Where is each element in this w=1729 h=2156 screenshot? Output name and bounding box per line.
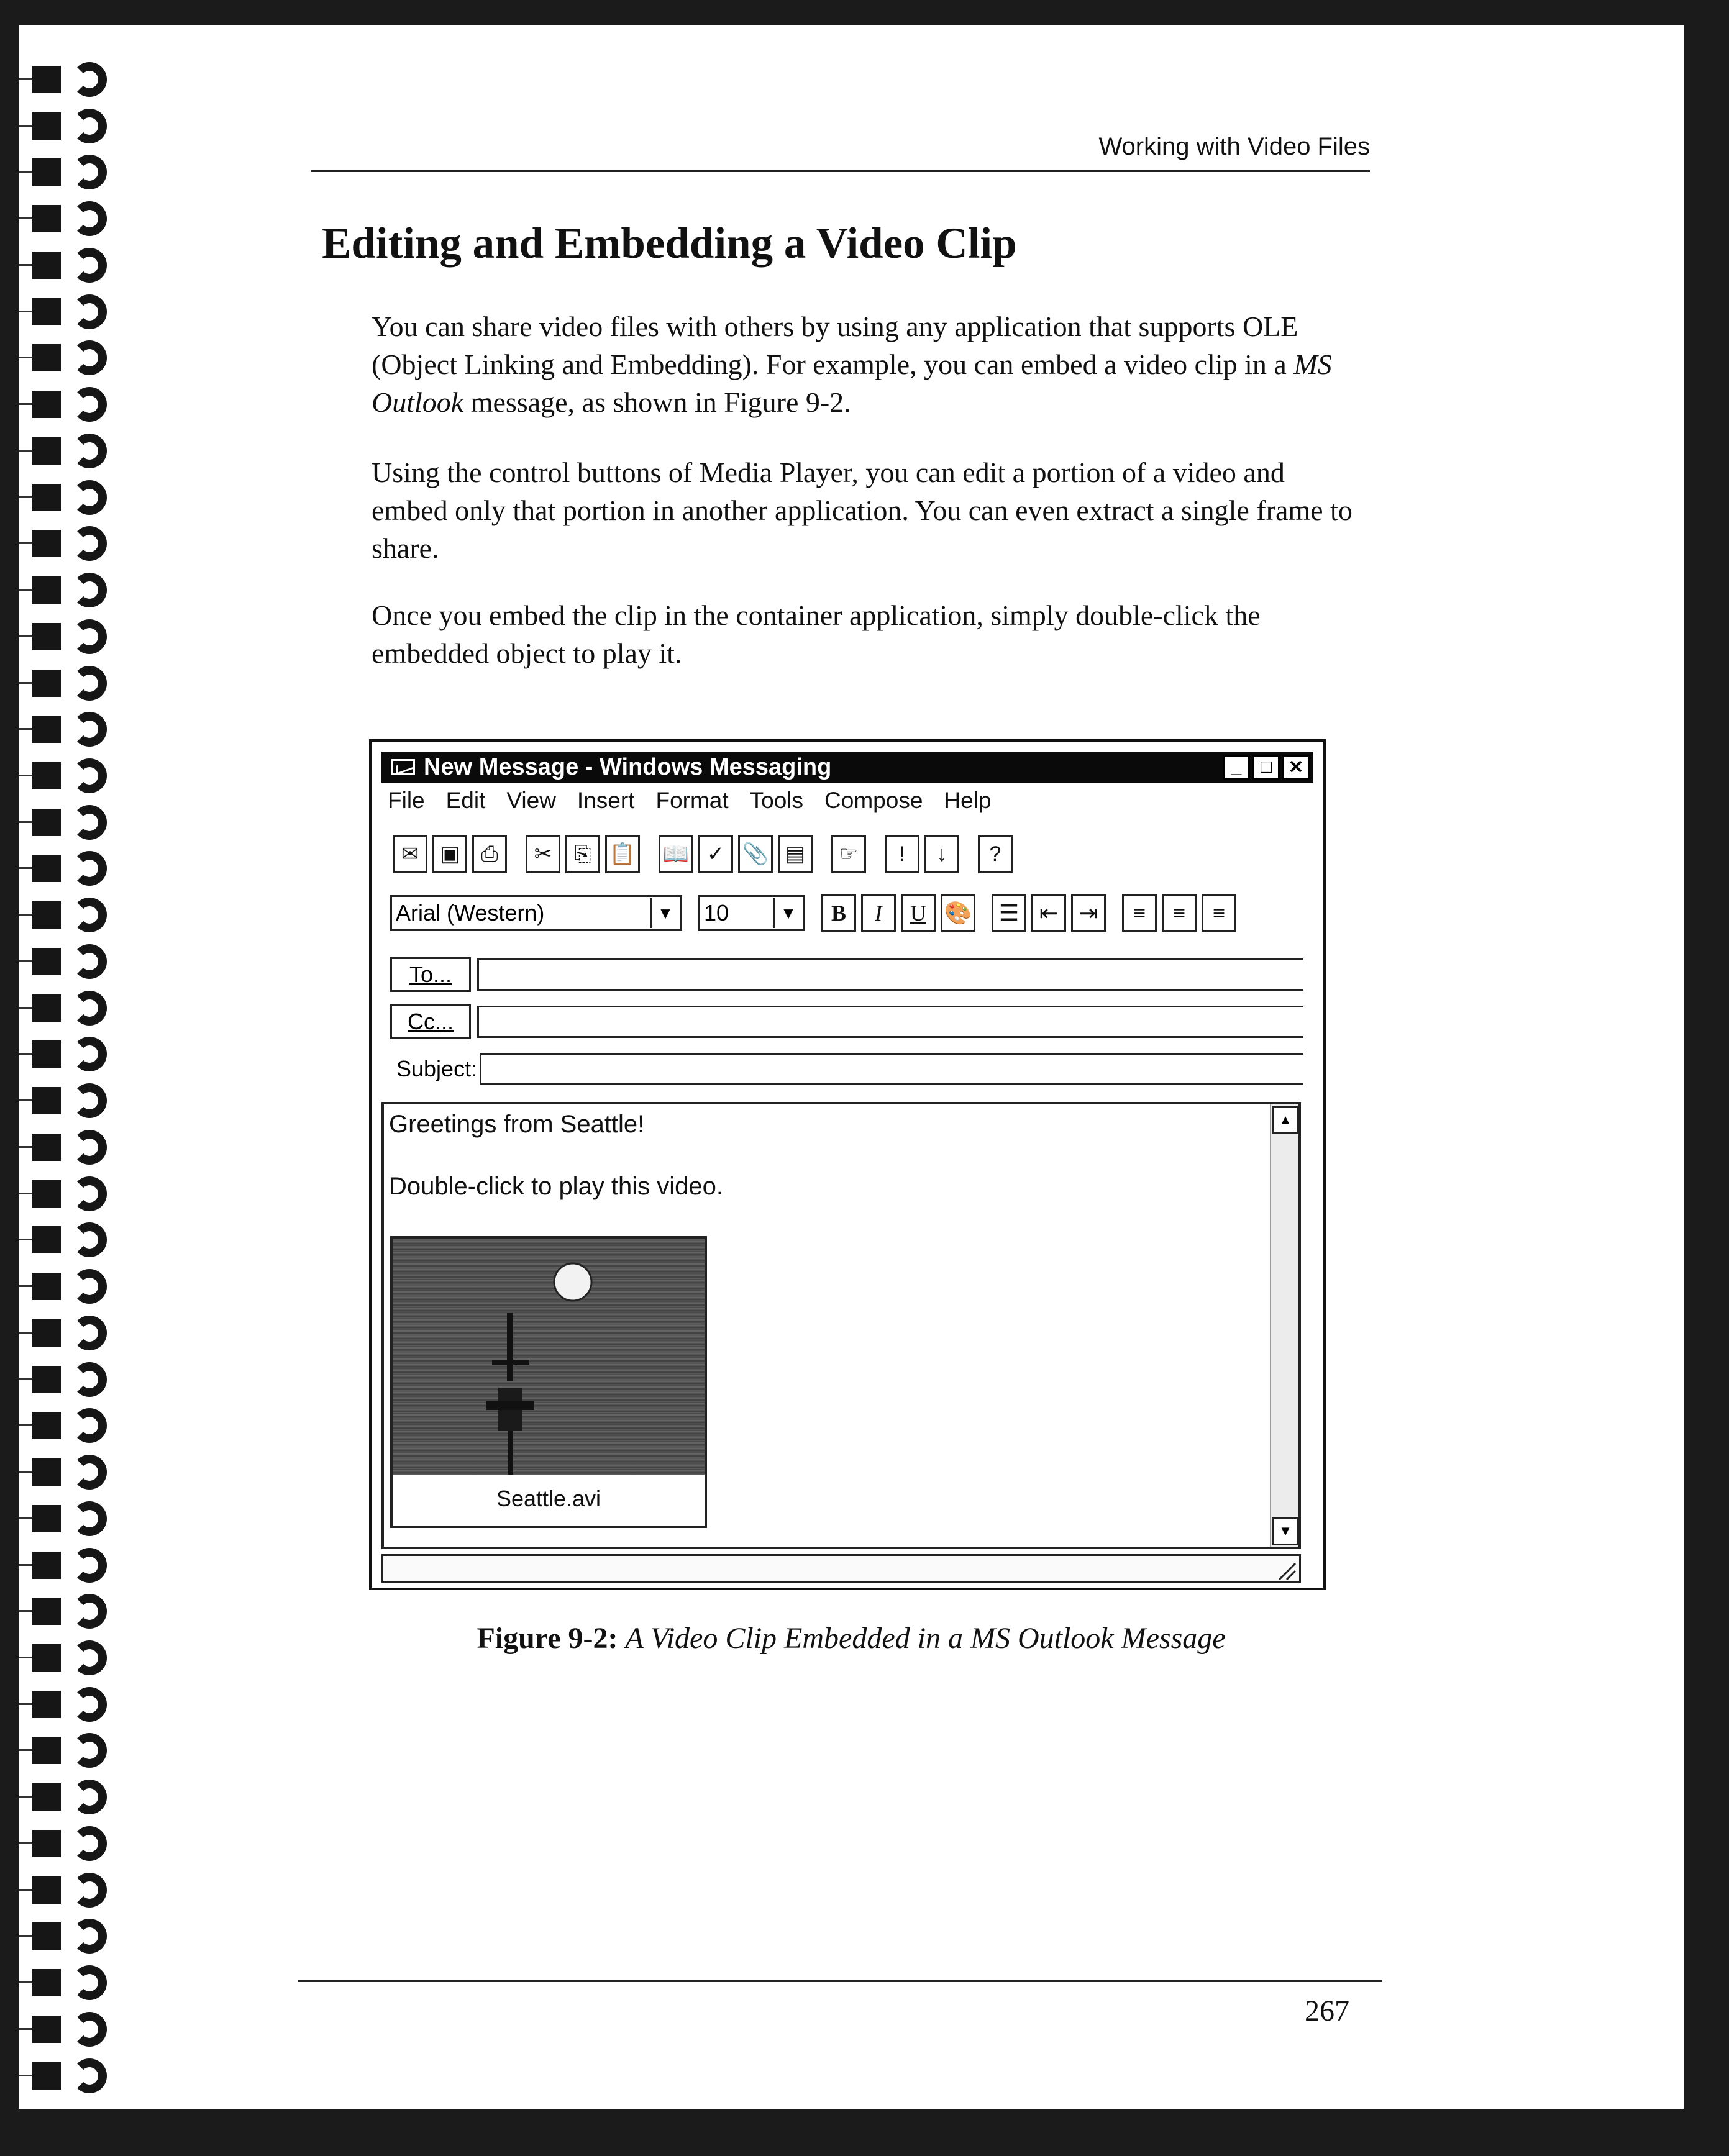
outlook-screenshot [369, 739, 1326, 1590]
address-book-icon[interactable]: 📖 [659, 835, 693, 873]
video-filename: Seattle.avi [496, 1486, 601, 1511]
close-button[interactable]: ✕ [1282, 755, 1310, 780]
embedded-video-object[interactable] [390, 1236, 707, 1528]
align-right-icon[interactable]: ≡ [1202, 894, 1236, 932]
to-button[interactable]: To... [390, 957, 471, 992]
resize-grip-icon[interactable] [1272, 1556, 1297, 1581]
increase-indent-icon[interactable]: ⇥ [1071, 894, 1106, 932]
help-icon[interactable]: ? [978, 835, 1013, 873]
maximize-button[interactable]: □ [1252, 755, 1280, 780]
align-center-icon[interactable]: ≡ [1162, 894, 1197, 932]
window-titlebar[interactable] [381, 752, 1313, 783]
font-color-icon[interactable]: 🎨 [941, 894, 975, 932]
running-head [311, 132, 1370, 172]
paragraph-2: Using the control buttons of Media Player, you can edit a portion of a video and embed only that portion in another application. You can even extract a single frame to share. [372, 457, 1353, 564]
message-body[interactable] [381, 1102, 1301, 1549]
menu-file[interactable]: File [388, 788, 425, 813]
menu-format[interactable]: Format [655, 788, 729, 813]
menu-edit[interactable]: Edit [445, 788, 486, 813]
to-row [390, 955, 1303, 994]
cut-icon[interactable]: ✂ [526, 835, 560, 873]
font-name-select[interactable] [390, 895, 682, 931]
running-head-text: Working with Video Files [1098, 133, 1370, 160]
menu-compose[interactable]: Compose [824, 788, 923, 813]
book-page [19, 25, 1684, 2109]
decrease-indent-icon[interactable]: ⇤ [1031, 894, 1066, 932]
font-size-value: 10 [704, 900, 729, 926]
cc-field[interactable] [477, 1006, 1303, 1038]
paste-icon[interactable]: 📋 [605, 835, 640, 873]
page-number: 267 [1305, 1995, 1349, 2027]
check-names-icon[interactable]: ✓ [698, 835, 733, 873]
minimize-button[interactable]: _ [1223, 755, 1250, 780]
underline-button[interactable]: U [901, 894, 936, 932]
italic-button[interactable]: I [861, 894, 896, 932]
subject-label: Subject: [396, 1056, 478, 1081]
body-instruction: Double-click to play this video. [389, 1173, 724, 1200]
subject-field[interactable] [480, 1053, 1303, 1085]
figure-caption [19, 1621, 1684, 1655]
bold-button[interactable]: B [821, 894, 856, 932]
scroll-up-icon[interactable]: ▲ [1272, 1106, 1298, 1134]
vertical-scrollbar[interactable] [1270, 1104, 1298, 1547]
save-icon[interactable]: ▣ [432, 835, 467, 873]
menu-help[interactable]: Help [944, 788, 992, 813]
menu-tools[interactable]: Tools [749, 788, 804, 813]
section-title: Editing and Embedding a Video Clip [322, 219, 1017, 268]
read-receipt-icon[interactable]: ☞ [831, 835, 866, 873]
high-importance-icon[interactable]: ! [885, 835, 919, 873]
menu-insert[interactable]: Insert [577, 788, 635, 813]
paragraph-3: Once you embed the clip in the container application, simply double-click the embedded object to play it. [372, 599, 1261, 669]
chevron-down-icon[interactable]: ▼ [650, 898, 679, 928]
outlook-italic: MS Outlook [372, 348, 1332, 418]
copy-icon[interactable]: ⎘ [565, 835, 600, 873]
cc-button[interactable]: Cc... [390, 1004, 471, 1039]
envelope-icon [391, 759, 415, 775]
window-title: New Message - Windows Messaging [424, 753, 832, 780]
standard-toolbar [393, 832, 1013, 876]
low-importance-icon[interactable]: ↓ [924, 835, 959, 873]
formatting-toolbar [390, 891, 1236, 935]
figure-label: Figure 9-2: [477, 1622, 618, 1655]
to-field[interactable] [477, 958, 1303, 991]
menu-view[interactable]: View [506, 788, 556, 813]
scroll-down-icon[interactable]: ▼ [1272, 1517, 1298, 1545]
send-icon[interactable]: ✉ [393, 835, 427, 873]
space-needle-image [393, 1239, 705, 1475]
figure-caption-text: A Video Clip Embedded in a MS Outlook Message [625, 1622, 1226, 1655]
bullets-icon[interactable]: ☰ [992, 894, 1026, 932]
paragraph-1: You can share video files with others by using any application that supports OLE (Object Linking and Embedding). For example, you can embed a video clip in a MS Outlook message, as shown in Figure 9-2. [372, 311, 1332, 418]
chevron-down-icon[interactable]: ▼ [773, 898, 802, 928]
align-left-icon[interactable]: ≡ [1122, 894, 1157, 932]
status-bar [381, 1554, 1301, 1583]
video-thumbnail [393, 1239, 705, 1475]
font-size-select[interactable] [698, 895, 805, 931]
spiral-binding [19, 62, 143, 2093]
subject-row [390, 1050, 1303, 1088]
menu-bar [388, 788, 992, 814]
body-greeting: Greetings from Seattle! [389, 1111, 645, 1138]
properties-icon[interactable]: ▤ [778, 835, 813, 873]
print-icon[interactable]: ⎙ [472, 835, 507, 873]
font-name-value: Arial (Western) [396, 900, 545, 926]
cc-row [390, 1003, 1303, 1041]
attach-icon[interactable]: 📎 [738, 835, 773, 873]
footer-rule [298, 1980, 1382, 1982]
